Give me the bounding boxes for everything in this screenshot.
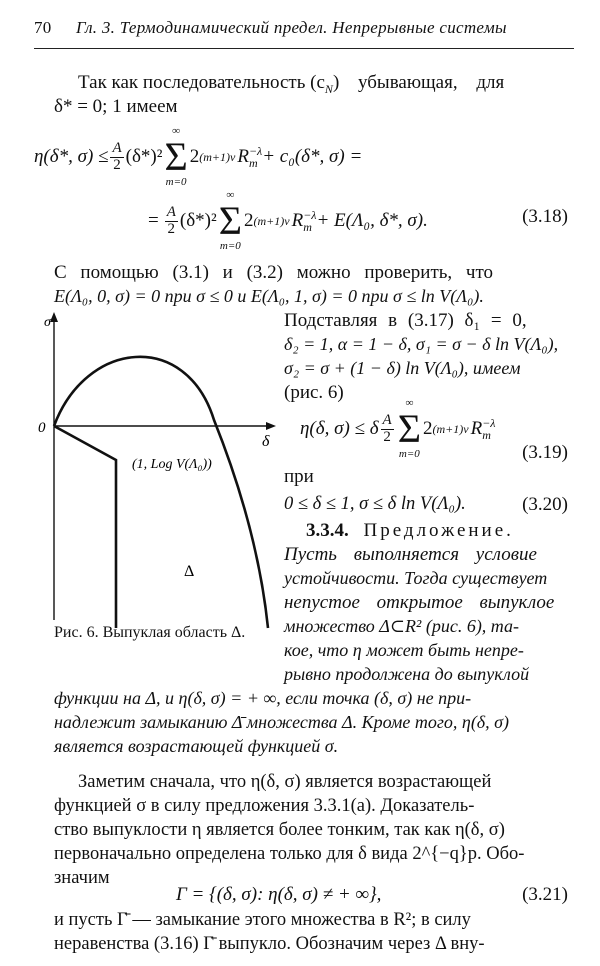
- region-lower-boundary: [54, 426, 116, 628]
- proposition-heading: [306, 520, 514, 542]
- proposition-l3: непустое открытое выпуклое: [284, 592, 555, 613]
- proposition-l4: множество Δ⊂R² (рис. 6), та-: [284, 616, 520, 636]
- eq321-body: Γ = {(δ, σ): η(δ, σ) ≠ + ∞},: [176, 884, 382, 905]
- sigma-icon: Σ: [218, 198, 242, 243]
- para3-l4: первоначально определена только для δ вида 2^{−q}p. Обо-: [54, 844, 525, 864]
- eq318-lead: =: [148, 210, 159, 231]
- eq320-pri: при: [284, 466, 314, 487]
- eq319-sum: [398, 398, 421, 460]
- point-label: (1, Log V(Λ₀)): [132, 457, 212, 472]
- para3-l5: значим: [54, 868, 110, 888]
- para2-line2: E(Λ₀, 0, σ) = 0 при σ ≤ 0 и E(Λ₀, 1, σ) = 0 при σ ≤ ln V(Λ₀).: [54, 286, 484, 306]
- proposition-number: 3.3.4.: [306, 520, 349, 541]
- eq318-term-sup: −λ: [303, 208, 317, 222]
- eq318-fraction: [165, 205, 178, 238]
- eq319-lhs: η(δ, σ) ≤ δ: [300, 418, 379, 439]
- para4-l1: и пусть Γ̄ — замыкание этого множества в R²; в силу: [54, 910, 471, 930]
- y-axis-arrow-icon: [50, 312, 58, 322]
- eq319-term-r: R: [470, 418, 483, 439]
- eq1-tail: + c₀(δ*, σ) =: [262, 146, 363, 167]
- eq1-term-base: 2: [189, 146, 200, 167]
- eq319-number: (3.19): [522, 442, 568, 463]
- proposition-l9: является возрастающей функцией σ.: [54, 736, 339, 756]
- eq1-fraction: [110, 141, 123, 174]
- para3-l3: ство выпуклости η является более тонким, так как η(δ, σ): [54, 820, 505, 840]
- eq1-term-sup: −λ: [248, 144, 263, 158]
- eq1-lhs: η(δ*, σ) ≤: [34, 146, 109, 167]
- eq319-term-sup: −λ: [482, 416, 496, 430]
- proposition-l5: кое, что η может быть непре-: [284, 640, 524, 660]
- eq321-number: (3.21): [522, 884, 568, 905]
- eq1-sum-top: ∞: [172, 125, 181, 137]
- eq319-term-exp: (m+1)ν: [432, 421, 469, 436]
- para1-line2: δ* = 0; 1 имеем: [54, 96, 178, 117]
- eq1-term-sub: m: [248, 156, 258, 170]
- eq1-mid: (δ*)²: [125, 146, 163, 167]
- para2-line1: С помощью (3.1) и (3.2) можно проверить, что: [54, 262, 494, 283]
- proposition-title: Предложение.: [363, 520, 514, 541]
- equation-3-19: [300, 397, 496, 460]
- region-upper-boundary: [54, 357, 268, 628]
- eq319-term-base: 2: [423, 418, 433, 439]
- eq1-sum: [164, 126, 187, 188]
- eq319-frac-num: A: [382, 411, 392, 428]
- eq1-frac-den: 2: [113, 156, 121, 173]
- para1-text-end: ) убывающая, для: [332, 72, 505, 93]
- figure-caption: Рис. 6. Выпуклая область Δ.: [54, 624, 246, 641]
- eq1-term-r: R: [237, 146, 249, 167]
- para4-l2: неравенства (3.16) Γ̄ выпукло. Обозначим через Δ вну-: [54, 934, 485, 954]
- proposition-l2: устойчивости. Тогда существует: [284, 568, 548, 588]
- x-axis-label: δ: [262, 433, 270, 450]
- header-rule: [34, 48, 574, 49]
- eq318-term-sub: m: [303, 220, 312, 234]
- eq318-sum: [219, 190, 242, 252]
- convex-region-figure: [36, 310, 282, 630]
- eq318-sum-bot: m=0: [219, 240, 241, 252]
- proposition-l1: Пусть выполняется условие: [284, 544, 537, 565]
- eq320-body: 0 ≤ δ ≤ 1, σ ≤ δ ln V(Λ₀).: [284, 494, 466, 514]
- sigma-icon: Σ: [164, 134, 188, 179]
- eq318-mid: (δ*)²: [179, 210, 217, 231]
- running-title: Гл. 3. Термодинамический предел. Непрерывные системы: [76, 18, 507, 37]
- eq318-sum-top: ∞: [226, 189, 235, 201]
- eq318-number: (3.18): [522, 206, 568, 227]
- para1-text: Так как последовательность (c: [78, 72, 325, 93]
- eq318-frac-num: A: [166, 203, 176, 220]
- eq318-tail: + E(Λ₀, δ*, σ).: [316, 210, 428, 231]
- para1-sub: N: [324, 81, 333, 96]
- eq319-sum-top: ∞: [405, 397, 414, 409]
- eq318-term-base: 2: [243, 210, 254, 231]
- origin-label: 0: [38, 420, 46, 436]
- para2-line6: (рис. 6): [284, 382, 344, 403]
- eq319-frac-den: 2: [383, 428, 391, 445]
- eq318-term-exp: (m+1)ν: [253, 213, 290, 228]
- sigma-icon: Σ: [397, 406, 421, 451]
- eq319-fraction: [381, 413, 394, 446]
- page-number: 70: [34, 18, 52, 37]
- proposition-l7: функции на Δ, и η(δ, σ) = + ∞, если точка (δ, σ) не при-: [54, 688, 472, 708]
- para2-line5: σ₂ = σ + (1 − δ) ln V(Λ₀), имеем: [284, 358, 521, 378]
- eq318-frac-den: 2: [167, 220, 176, 237]
- eq318-term-r: R: [291, 210, 304, 231]
- para3-l2: функцией σ в силу предложения 3.3.1(a). Доказатель-: [54, 796, 475, 816]
- x-axis-arrow-icon: [266, 422, 276, 430]
- equation-3-18: [148, 189, 428, 252]
- para2-line4: δ₂ = 1, α = 1 − δ, σ₁ = σ − δ ln V(Λ₀),: [284, 334, 559, 354]
- proposition-l8: надлежит замыканию Δ̄ множества Δ. Кроме того, η(δ, σ): [54, 712, 510, 732]
- eq1-term-exp: (m+1)ν: [199, 149, 236, 164]
- equation-first: [34, 125, 363, 188]
- eq319-sum-bot: m=0: [398, 448, 420, 460]
- eq320-number: (3.20): [522, 494, 568, 515]
- eq1-sum-bot: m=0: [165, 176, 187, 188]
- proposition-l6: рывно продолжена до выпуклой: [284, 664, 530, 684]
- running-header: [34, 18, 574, 38]
- eq1-frac-num: A: [112, 139, 122, 156]
- para1-line1: [78, 72, 504, 97]
- para3-l1: Заметим сначала, что η(δ, σ) является возрастающей: [78, 772, 492, 792]
- eq319-term-sub: m: [482, 428, 491, 442]
- y-axis-label: σ: [44, 315, 51, 330]
- region-label: Δ: [184, 563, 195, 580]
- para2-line3: Подставляя в (3.17) δ₁ = 0,: [284, 310, 527, 331]
